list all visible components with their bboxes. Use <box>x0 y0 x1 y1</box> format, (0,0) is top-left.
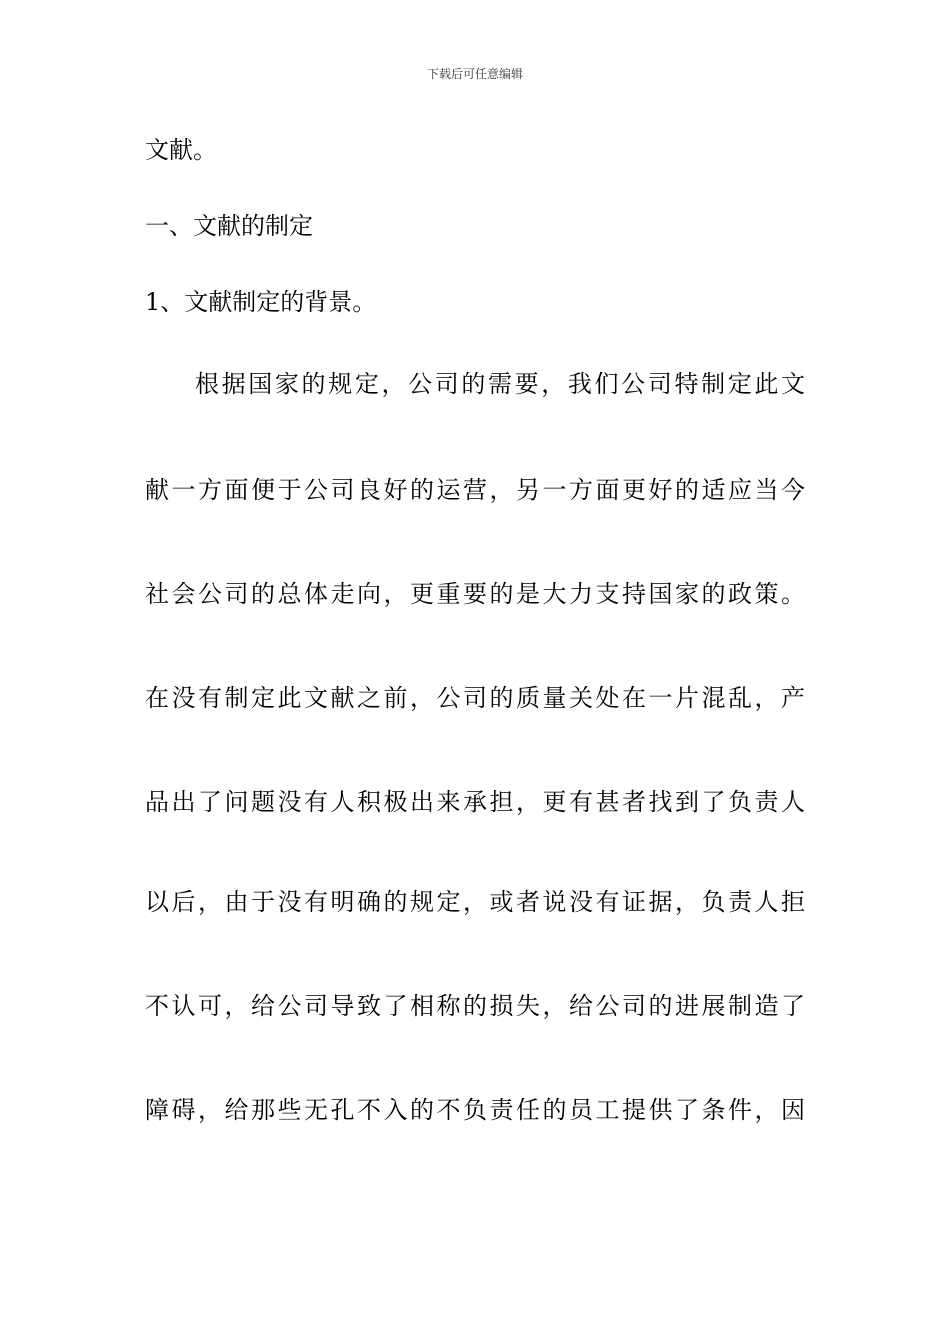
subsection-heading: 1、文献制定的背景。 <box>145 288 377 316</box>
paragraph-line: 以后，由于没有明确的规定，或者说没有证据，负责人拒 <box>145 888 805 916</box>
section-heading: 一、文献的制定 <box>145 212 313 240</box>
paragraph-line: 在没有制定此文献之前，公司的质量关处在一片混乱，产 <box>145 684 805 712</box>
paragraph-line: 不认可，给公司导致了相称的损失，给公司的进展制造了 <box>145 992 805 1020</box>
paragraph-line: 品出了问题没有人积极出来承担，更有甚者找到了负责人 <box>145 788 805 816</box>
header-note: 下载后可任意编辑 <box>426 67 523 81</box>
text-line: 文献。 <box>145 136 217 164</box>
paragraph-line: 障碍，给那些无孔不入的不负责任的员工提供了条件，因 <box>145 1096 805 1124</box>
paragraph-line: 社会公司的总体走向，更重要的是大力支持国家的政策。 <box>145 580 805 608</box>
paragraph-line: 根据国家的规定，公司的需要，我们公司特制定此文 <box>195 370 805 398</box>
paragraph-line: 献一方面便于公司良好的运营，另一方面更好的适应当今 <box>145 476 805 504</box>
